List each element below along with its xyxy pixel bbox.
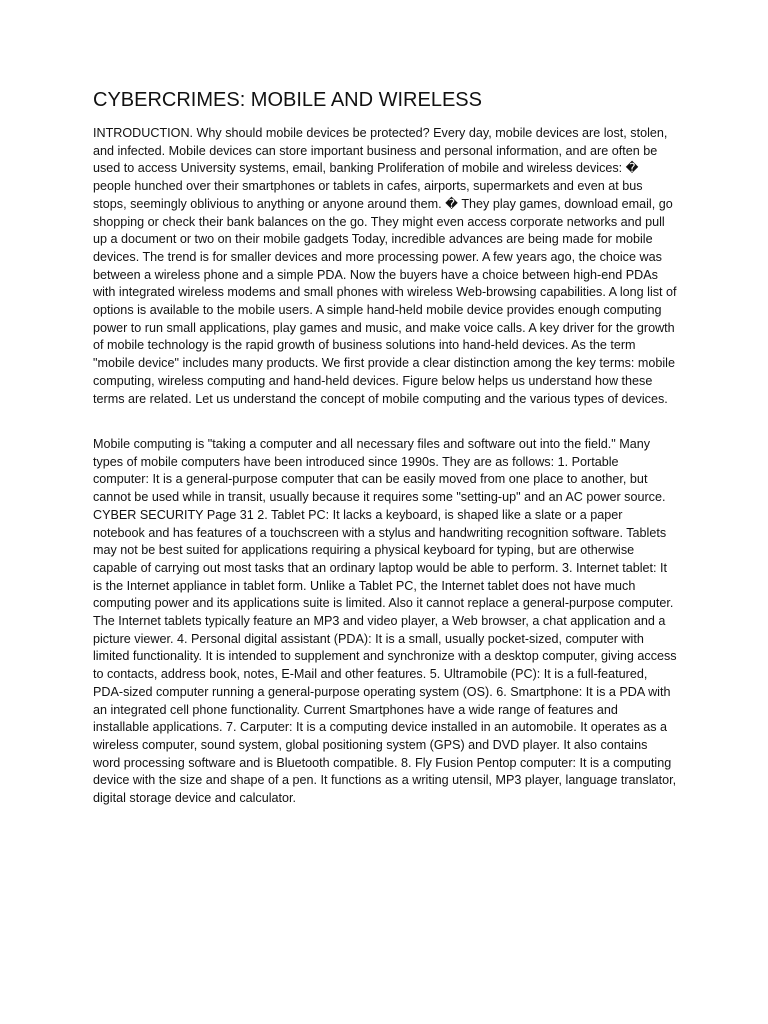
paragraph-introduction: INTRODUCTION. Why should mobile devices be protected? Every day, mobile devices are lost, stolen, and infected. Mobile devices can store important business and personal information, and are often be used to access University systems, email, banking Proliferation of mobile and wireless devices: � people hunched over their smartphones or tablets in cafes, airports, supermarkets and even at bus stops, seemingly oblivious to anything or anyone around them. � They play games, download email, go shopping or check their bank balances on the go. They might even access corporate networks and pull up a document or two on their mobile gadgets Today, incredible advances are being made for mobile devices. The trend is for smaller devices and more processing power. A few years ago, the choice was between a wireless phone and a simple PDA. Now the buyers have a choice between high-end PDAs with integrated wireless modems and small phones with wireless Web-browsing capabilities. A long list of options is available to the mobile users. A simple hand-held mobile device provides enough computing power to run small applications, play games and music, and make voice calls. A key driver for the growth of mobile technology is the rapid growth of business solutions into hand-held devices. As the term "mobile device" includes many products. We first provide a clear distinction among the key terms: mobile computing, wireless computing and hand-held devices. Figure below helps us understand how these terms are related. Let us understand the concept of mobile computing and the various types of devices. (93, 126, 677, 406)
paragraph-mobile-computing: Mobile computing is "taking a computer and all necessary files and software out into the field." Many types of mobile computers have been introduced since 1990s. They are as follows: 1. Portable computer: It is a general-purpose computer that can be easily moved from one place to another, but cannot be used while in transit, usually because it requires some "setting-up" and an AC power source. CYBER SECURITY Page 31 2. Tablet PC: It lacks a keyboard, is shaped like a slate or a paper notebook and has features of a touchscreen with a stylus and handwriting recognition software. Tablets may not be best suited for applications requiring a physical keyboard for typing, but are otherwise capable of carrying out most tasks that an ordinary laptop would be able to perform. 3. Internet tablet: It is the Internet appliance in tablet form. Unlike a Tablet PC, the Internet tablet does not have much computing power and its applications suite is limited. Also it cannot replace a general-purpose computer. The Internet tablets typically feature an MP3 and video player, a Web browser, a chat application and a picture viewer. 4. Personal digital assistant (PDA): It is a small, usually pocket-sized, computer with limited functionality. It is intended to supplement and synchronize with a desktop computer, giving access to contacts, address book, notes, E-Mail and other features. 5. Ultramobile (PC): It is a full-featured, PDA-sized computer running a general-purpose operating system (OS). 6. Smartphone: It is a PDA with an integrated cell phone functionality. Current Smartphones have a wide range of features and installable applications. 7. Carputer: It is a computing device installed in an automobile. It operates as a wireless computer, sound system, global positioning system (GPS) and DVD player. It also contains word processing software and is Bluetooth compatible. 8. Fly Fusion Pentop computer: It is a computing device with the size and shape of a pen. It functions as a writing utensil, MP3 player, language translator, digital storage device and calculator. (93, 437, 677, 806)
document-title: CYBERCRIMES: MOBILE AND WIRELESS (93, 89, 482, 111)
